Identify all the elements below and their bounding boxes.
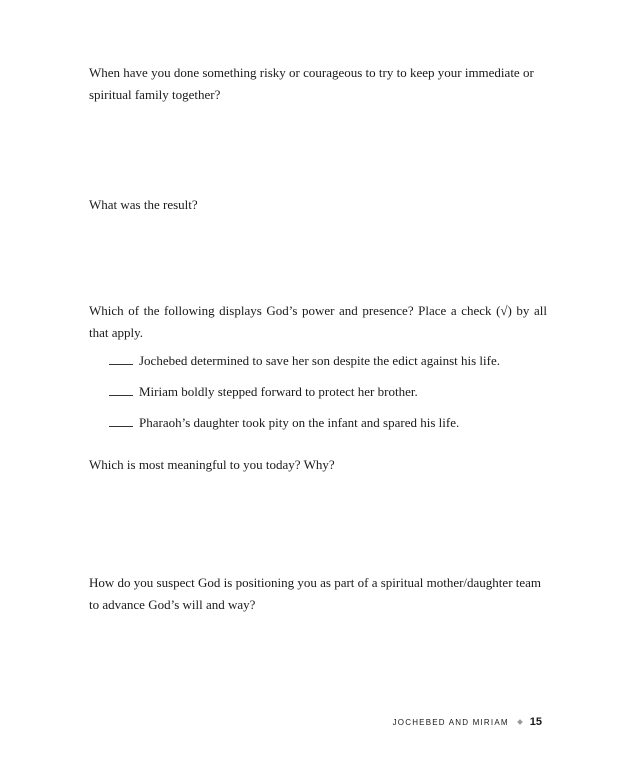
page-footer	[380, 713, 542, 731]
checklist-item-label: Jochebed determined to save her son despite the edict against his life.	[139, 353, 500, 368]
checklist-item-label: Pharaoh’s daughter took pity on the infant and spared his life.	[139, 415, 460, 430]
checklist	[109, 350, 547, 443]
check-blank[interactable]	[109, 417, 133, 427]
checklist-item-jochebed	[109, 350, 547, 372]
checklist-item-pharaohs-daughter	[109, 412, 547, 434]
checklist-item-label: Miriam boldly stepped forward to protect her brother.	[139, 384, 418, 399]
question-risky-courageous: When have you done something risky or courageous to try to keep your immediate or spiritual family together?	[89, 65, 534, 102]
page-number: 15	[529, 716, 542, 728]
checklist-item-miriam	[109, 381, 547, 403]
question-spiritual-team: How do you suspect God is positioning you as part of a spiritual mother/daughter team to advance God’s will and way?	[89, 575, 542, 612]
check-blank[interactable]	[109, 386, 133, 396]
diamond-icon	[517, 719, 523, 725]
question-result: What was the result?	[89, 197, 198, 212]
running-title: JOCHEBED AND MIRIAM	[392, 717, 509, 727]
question-most-meaningful: Which is most meaningful to you today? Why?	[89, 457, 335, 472]
check-blank[interactable]	[109, 355, 133, 365]
question-power-presence: Which of the following displays God’s power and presence? Place a check (√) by all that apply.	[89, 303, 547, 340]
